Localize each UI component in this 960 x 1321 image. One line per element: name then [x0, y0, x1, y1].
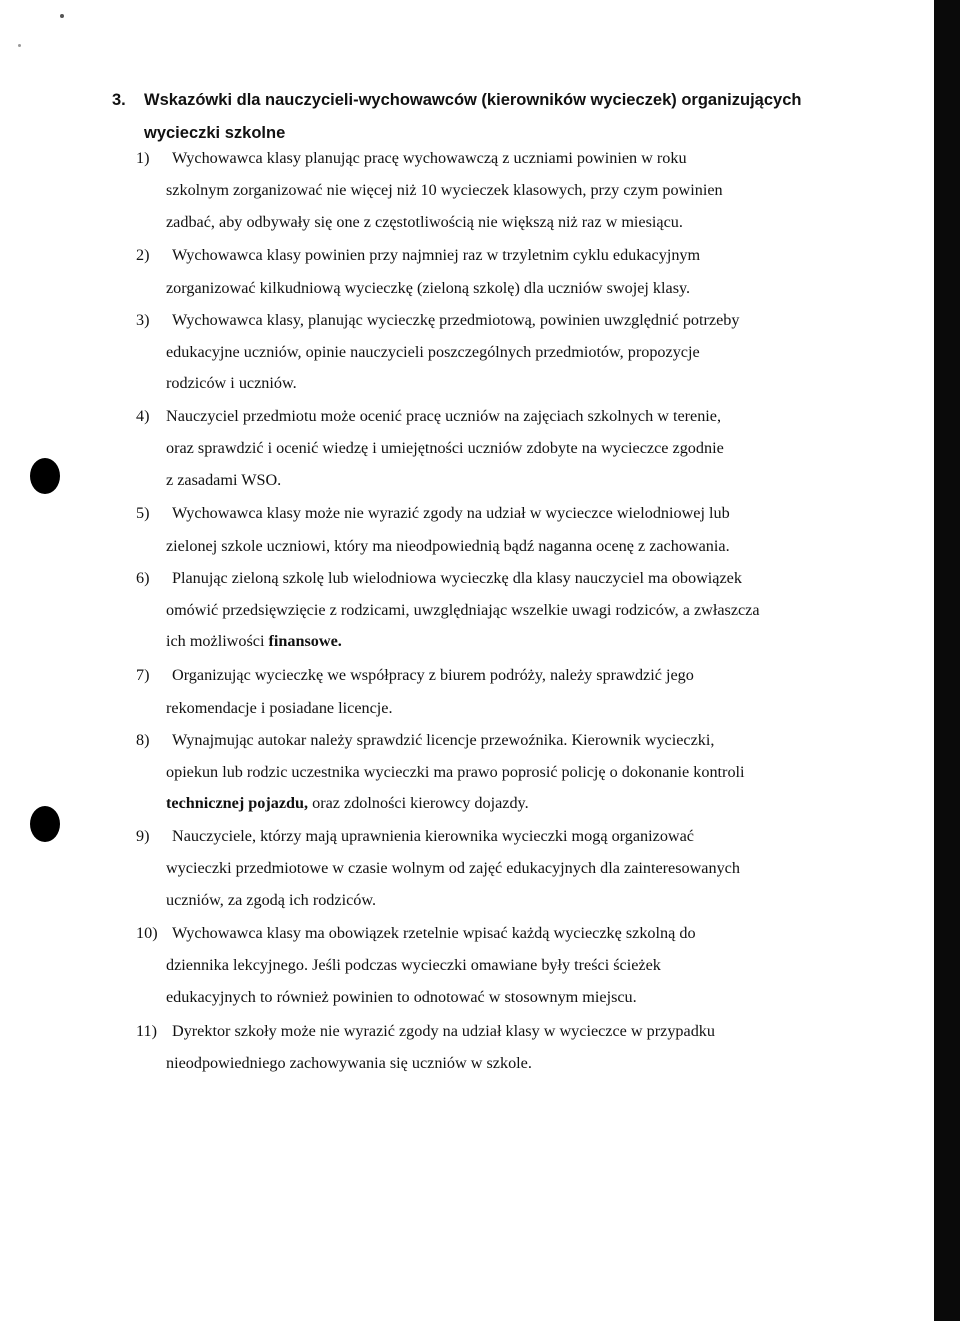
scan-edge-bar: [934, 0, 960, 1321]
item-line: dziennika lekcyjnego. Jeśli podczas wycieczki omawiane były treści ścieżek: [166, 956, 661, 974]
item-line-bold-text: finansowe.: [268, 632, 342, 650]
item-line: Wychowawca klasy powinien przy najmniej raz w trzyletnim cyklu edukacyjnym: [172, 246, 701, 264]
scan-speck: [60, 14, 64, 18]
item-line: [166, 794, 529, 813]
item-line: Wychowawca klasy może nie wyrazić zgody na udział w wycieczce wielodniowej lub: [172, 504, 730, 522]
item-line: wycieczki przedmiotowe w czasie wolnym od zajęć edukacyjnych dla zainteresowanych: [166, 859, 740, 877]
item-line: Wychowawca klasy, planując wycieczkę przedmiotową, powinien uwzględnić potrzeby: [172, 311, 740, 329]
item-line: szkolnym zorganizować nie więcej niż 10 wycieczek klasowych, przy czym powinien: [166, 181, 723, 199]
item-line: Planując zieloną szkolę lub wielodniowa wycieczkę dla klasy nauczyciel ma obowiązek: [172, 569, 742, 587]
item-line: omówić przedsięwzięcie z rodzicami, uwzględniając wszelkie uwagi rodziców, a zwłaszcza: [166, 601, 760, 619]
item-line: Dyrektor szkoły może nie wyrazić zgody na udział klasy w wycieczce w przypadku: [172, 1022, 715, 1040]
item-number: 8): [136, 731, 150, 749]
item-line: [166, 632, 342, 651]
section-title-line2: wycieczki szkolne: [144, 124, 286, 142]
item-number: 2): [136, 246, 150, 264]
item-line: Wychowawca klasy planując pracę wychowawczą z uczniami powinien w roku: [172, 149, 687, 167]
item-number: 7): [136, 666, 150, 684]
item-line-bold-text: technicznej pojazdu,: [166, 794, 309, 812]
item-number: 10): [136, 924, 158, 942]
item-number: 5): [136, 504, 150, 522]
item-number: 3): [136, 311, 150, 329]
item-line: uczniów, za zgodą ich rodziców.: [166, 891, 377, 909]
item-line: zielonej szkole uczniowi, który ma nieodpowiednią bądź naganna ocenę z zachowania.: [166, 537, 730, 555]
section-number: 3.: [112, 91, 126, 109]
scan-speck: [18, 44, 21, 47]
item-line: Nauczyciel przedmiotu może ocenić pracę uczniów na zajęciach szkolnych w terenie,: [166, 407, 722, 425]
section-heading: [112, 84, 852, 150]
item-line: zadbać, aby odbywały się one z częstotliwością nie większą niż raz w miesiącu.: [166, 213, 683, 231]
item-line: edukacyjnych to również powinien to odnotować w stosownym miejscu.: [166, 988, 637, 1006]
item-line: z zasadami WSO.: [166, 471, 282, 489]
item-line: opiekun lub rodzic uczestnika wycieczki ma prawo poprosić policję o dokonanie kontroli: [166, 763, 745, 781]
item-line: rodziców i uczniów.: [166, 374, 297, 392]
item-line-text: ich możliwości: [166, 632, 269, 650]
item-line: Wychowawca klasy ma obowiązek rzetelnie wpisać każdą wycieczkę szkolną do: [172, 924, 696, 942]
item-line: Organizując wycieczkę we współpracy z biurem podróży, należy sprawdzić jego: [172, 666, 694, 684]
punch-hole-lower: [30, 806, 60, 842]
item-number: 1): [136, 149, 150, 167]
item-line: Wynajmując autokar należy sprawdzić licencje przewoźnika. Kierownik wycieczki,: [172, 731, 715, 749]
section-title-line1: Wskazówki dla nauczycieli-wychowawców (kierowników wycieczek) organizujących: [144, 91, 802, 109]
item-line: Nauczyciele, którzy mają uprawnienia kierownika wycieczki mogą organizować: [172, 827, 694, 845]
item-line: rekomendacje i posiadane licencje.: [166, 699, 393, 717]
item-number: 6): [136, 569, 150, 587]
item-line-text: oraz zdolności kierowcy dojazdy.: [308, 794, 529, 812]
item-line: oraz sprawdzić i ocenić wiedzę i umiejętności uczniów zdobyte na wycieczce zgodnie: [166, 439, 724, 457]
item-line: nieodpowiedniego zachowywania się uczniów w szkole.: [166, 1054, 532, 1072]
punch-hole-upper: [30, 458, 60, 494]
item-line: zorganizować kilkudniową wycieczkę (zieloną szkolę) dla uczniów swojej klasy.: [166, 279, 691, 297]
item-number: 9): [136, 827, 150, 845]
item-line: edukacyjne uczniów, opinie nauczycieli poszczególnych przedmiotów, propozycje: [166, 343, 700, 361]
item-number: 4): [136, 407, 150, 425]
item-number: 11): [136, 1022, 157, 1040]
